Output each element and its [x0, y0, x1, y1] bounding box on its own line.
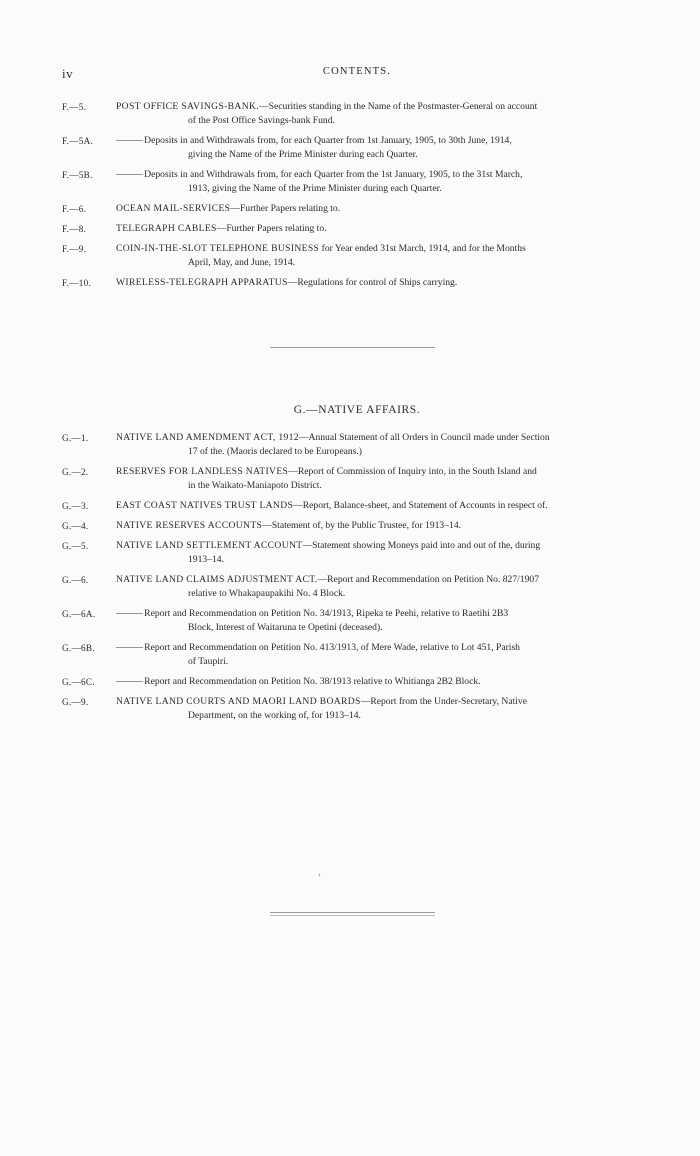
section-g-list [62, 431, 652, 729]
entry-code: G.—6A. [62, 609, 96, 619]
entry-code: G.—5. [62, 541, 89, 551]
list-item [62, 100, 652, 128]
page-header [62, 66, 652, 82]
end-rule [270, 912, 435, 913]
entry-text: —Report of Commission of Inquiry into, in the South Island and [288, 466, 537, 477]
entry-dash: ——— [116, 135, 142, 146]
end-rule-double [270, 915, 435, 916]
entry-code: G.—3. [62, 501, 89, 511]
entry-subject: TELEGRAPH CABLES [116, 223, 217, 234]
page-number: iv [62, 66, 74, 81]
entry-continuation: April, May, and June, 1914. [188, 257, 296, 268]
entry-subject: NATIVE RESERVES ACCOUNTS [116, 520, 263, 531]
section-g-heading: G.—NATIVE AFFAIRS. [293, 404, 421, 416]
entry-text: —Securities standing in the Name of the Postmaster-General on account [259, 101, 538, 112]
entry-subject: POST OFFICE SAVINGS-BANK. [116, 101, 260, 112]
list-item [62, 573, 652, 601]
entry-continuation: 17 of the. (Maoris declared to be Europeans.) [188, 446, 362, 457]
entry-text: —Report, Balance-sheet, and Statement of Accounts in respect of. [293, 500, 548, 511]
entry-text: —Further Papers relating to. [216, 223, 327, 234]
entry-code: G.—6B. [62, 643, 95, 653]
list-item [62, 222, 652, 236]
list-item [62, 202, 652, 216]
list-item [62, 695, 652, 723]
entry-subject: NATIVE LAND AMENDMENT ACT, 1912 [116, 432, 299, 443]
entry-dash: ——— [116, 676, 142, 687]
entry-subject: OCEAN MAIL-SERVICES [116, 203, 231, 214]
entry-text: —Statement showing Moneys paid into and out of the, during [302, 540, 541, 551]
entry-continuation: relative to Whakapaupakihi No. 4 Block. [188, 588, 346, 599]
list-item [62, 242, 652, 270]
list-item [62, 675, 652, 689]
entry-code: F.—5B. [62, 170, 93, 180]
entry-code: G.—9. [62, 697, 89, 707]
entry-code: F.—10. [62, 278, 92, 288]
entry-text: Deposits in and Withdrawals from, for each Quarter from 1st January, 1905, to 30th June, 1914, [141, 135, 512, 146]
entry-continuation: Department, on the working of, for 1913–14. [188, 710, 361, 721]
entry-dash: ——— [116, 608, 142, 619]
entry-code: F.—9. [62, 244, 87, 254]
entry-continuation: giving the Name of the Prime Minister during each Quarter. [188, 149, 418, 160]
entry-continuation: 1913, giving the Name of the Prime Minister during each Quarter. [188, 183, 442, 194]
entry-code: G.—6C. [62, 677, 95, 687]
entry-code: G.—4. [62, 521, 89, 531]
entry-subject: NATIVE LAND CLAIMS ADJUSTMENT ACT. [116, 574, 318, 585]
entry-subject: RESERVES FOR LANDLESS NATIVES [116, 466, 289, 477]
list-item [62, 607, 652, 635]
entry-dash: ——— [116, 642, 142, 653]
entry-code: F.—8. [62, 224, 87, 234]
entry-text: —Further Papers relating to. [230, 203, 341, 214]
entry-text: —Regulations for control of Ships carrying. [287, 277, 458, 288]
entry-code: G.—2. [62, 467, 89, 477]
entry-text: Report and Recommendation on Petition No. 413/1913, of Mere Wade, relative to Lot 451, Parish [141, 642, 520, 653]
list-item [62, 431, 652, 459]
entry-subject: NATIVE LAND SETTLEMENT ACCOUNT [116, 540, 303, 551]
entry-text: for Year ended 31st March, 1914, and for the Months [319, 243, 526, 254]
entry-text: Report and Recommendation on Petition No. 34/1913, Ripeka te Peehi, relative to Raetihi 2B3 [141, 608, 509, 619]
entry-continuation: Block, Interest of Waitaruna te Opetini (deceased). [188, 622, 383, 633]
entry-continuation: of the Post Office Savings-bank Fund. [188, 115, 335, 126]
entry-code: G.—1. [62, 433, 89, 443]
entry-subject: COIN-IN-THE-SLOT TELEPHONE BUSINESS [116, 243, 320, 254]
entry-code: F.—5. [62, 102, 87, 112]
entry-code: G.—6. [62, 575, 89, 585]
list-item [62, 499, 652, 513]
list-item [62, 465, 652, 493]
entry-code: F.—6. [62, 204, 87, 214]
list-item [62, 641, 652, 669]
page-title: CONTENTS. [322, 66, 392, 77]
section-divider [270, 347, 435, 348]
list-item [62, 539, 652, 567]
list-item [62, 276, 652, 290]
entry-subject: WIRELESS-TELEGRAPH APPARATUS [116, 277, 288, 288]
entry-text: Deposits in and Withdrawals from, for each Quarter from the 1st January, 1905, to the 31st March, [141, 169, 523, 180]
list-item [62, 168, 652, 196]
entry-text: —Annual Statement of all Orders in Council made under Section [298, 432, 550, 443]
list-item [62, 519, 652, 533]
section-f-list [62, 100, 652, 296]
list-item [62, 134, 652, 162]
entry-continuation: in the Waikato-Maniapoto District. [188, 480, 322, 491]
entry-continuation: of Taupiri. [188, 656, 229, 667]
entry-text: —Report and Recommendation on Petition No. 827/1907 [317, 574, 539, 585]
stray-print-mark: › [318, 870, 321, 879]
entry-subject: NATIVE LAND COURTS AND MAORI LAND BOARDS [116, 696, 361, 707]
entry-continuation: 1913–14. [188, 554, 224, 565]
entry-dash: ——— [116, 169, 142, 180]
entry-text: —Statement of, by the Public Trustee, for 1913–14. [262, 520, 462, 531]
entry-code: F.—5A. [62, 136, 94, 146]
entry-text: Report and Recommendation on Petition No. 38/1913 relative to Whitianga 2B2 Block. [141, 676, 481, 687]
entry-text: —Report from the Under-Secretary, Native [360, 696, 527, 707]
entry-subject: EAST COAST NATIVES TRUST LANDS [116, 500, 294, 511]
